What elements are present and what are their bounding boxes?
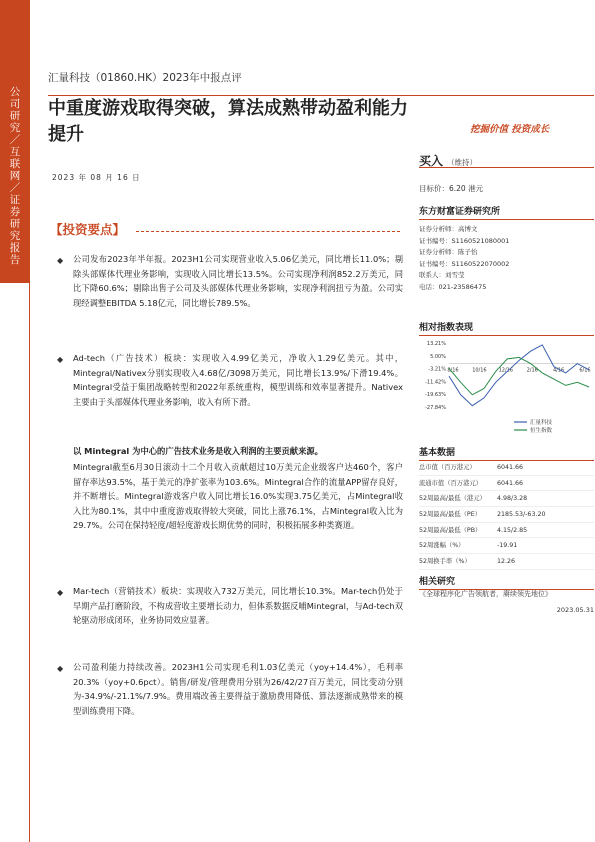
legend-label: 汇量科技	[530, 420, 553, 426]
related-title[interactable]: 《全球程序化广告领航者，赓续领先地位》	[419, 590, 552, 598]
paragraph-profitability: 公司盈利能力持续改善。2023H1公司实现毛利1.03亿美元（yoy+14.4%），毛利率20.3%（yoy+0.6pct）。销售/研发/管理费用分别为26/42/27百万美元，同比变动分别为-34.9%/-21.1%/7.9%。费用端改善主要得益于激励费用降低、算法逐渐成熟带来的模型训练费用下降。	[73, 662, 403, 716]
analyst-line: 证书编号：S1160522070002	[419, 259, 510, 268]
x-tick-label: 12/16	[498, 367, 514, 374]
target-price: 目标价：6.20 港元	[419, 184, 484, 193]
chart-svg	[419, 335, 594, 440]
y-tick-label: -19.63%	[425, 392, 446, 399]
y-tick-label: -11.42%	[425, 379, 446, 386]
bullet-diamond-icon: ◆	[57, 355, 64, 364]
heading-dashed-line	[136, 231, 400, 232]
x-tick-label: 4/16	[552, 367, 565, 374]
x-tick-label: 8/16	[447, 367, 459, 374]
metric-row: 流通市值（百万港元） 6041.66	[419, 476, 594, 492]
metric-row: 52周涨幅（%） -19.91	[419, 538, 594, 554]
report-title: 中重度游戏取得突破，算法成熟带动盈利能力提升	[48, 98, 408, 145]
slogan: 挖掘价值 投资成长	[470, 124, 550, 135]
bullet-diamond-icon: ◆	[57, 588, 64, 597]
report-tag: 汇量科技（01860.HK）2023年中报点评	[48, 72, 242, 84]
paragraph-mintegral-heading: 以 Mintegral 为中心的广告技术业务是收入利润的主要贡献来源。	[73, 446, 323, 456]
metrics-table	[419, 460, 594, 570]
y-tick-label: -3.21%	[428, 366, 446, 373]
section-index-performance: 相对指数表现	[419, 320, 594, 336]
rating-label: 买入	[419, 154, 444, 168]
analyst-list	[419, 224, 594, 294]
y-tick-label: -27.84%	[425, 405, 446, 411]
institution-name: 东方财富证券研究所	[419, 204, 594, 220]
report-date: 2023 年 08 月 16 日	[52, 173, 141, 182]
bullet-diamond-icon: ◆	[57, 664, 64, 673]
sidebar-line	[29, 283, 30, 842]
section-basic-data: 基本数据	[419, 445, 594, 461]
sidebar	[0, 0, 30, 842]
metric-row: 52周最高/最低（港元） 4.98/3.28	[419, 491, 594, 507]
x-tick-label: 2/16	[526, 367, 538, 374]
analyst-line: 联系人：刘雪莹	[419, 271, 465, 280]
series-line	[449, 357, 589, 394]
metric-row: 52周换手率（%） 12.26	[419, 554, 594, 570]
metric-row: 52周最高/最低（PE） 2185.53/-63.20	[419, 507, 594, 523]
relative-index-chart	[419, 335, 594, 440]
section-related-research: 相关研究	[419, 574, 594, 590]
x-tick-label: 6/16	[579, 367, 591, 374]
paragraph-adtech: Ad-tech（广告技术）板块：实现收入4.99亿美元，净收入1.29亿美元。其中，Mintegral/Nativex分别实现收入4.68亿/3098万美元，同比增长13.9%/下滑19.4%。Mintegral受益于集团战略转型和2022年系统重构，模型训练和效率显著提升。Nativex主要由于头部媒体代理业务影响，收入有所下滑。	[73, 353, 403, 407]
rating-sub: （维持）	[447, 158, 478, 167]
y-tick-label: 13.21%	[426, 341, 446, 347]
analyst-line: 证书编号：S1160521080001	[419, 236, 510, 245]
related-date: 2023.05.31	[556, 606, 594, 614]
analyst-line: 证券分析师：高博文	[419, 225, 478, 233]
metric-row: 总市值（百万港元） 6041.66	[419, 460, 594, 476]
analyst-line: 电话：021-23586475	[419, 282, 487, 291]
analyst-line: 证券分析师：陈子怡	[419, 248, 478, 257]
x-tick-label: 10/16	[472, 367, 487, 374]
paragraph-summary: 公司发布2023年半年报。2023H1公司实现营业收入5.06亿美元，同比增长11.0%；剔除头部媒体代理业务影响，实现收入同比增长13.5%。公司实现净利润852.2万美元，同比下降60.6%；剔除出售子公司及头部媒体代理业务影响，实现净利润扭亏为盈。公司实现经调整EBITDA 5.18亿元，同比增长789.5%。	[73, 254, 403, 308]
rating-block	[419, 150, 594, 168]
related-research	[419, 588, 594, 614]
bullet-diamond-icon: ◆	[57, 256, 64, 265]
paragraph-mintegral: Mintegral截至6月30日滚动十二个月收入贡献超过10万美元企业级客户达460个，客户留存率达93.5%，基于美元的净扩张率为103.6%。Mintegral合作的流量APP留存良好，并不断增长。Mintegral游戏客户收入同比增长16.0%实现3.75亿美元，占Mintegral收入比为80.1%，其中中重度游戏取得较大突破，同比上涨76.1%，占Mintegral收入比为29.7%。公司在保持轻度/超轻度游戏长期优势的同时，积极拓展多种类赛道。	[73, 462, 403, 530]
paragraph-martech: Mar-tech（营销技术）板块：实现收入732万美元，同比增长10.3%。Mar-tech仍处于早期产品打磨阶段，不构成营收主要增长动力，但体系数据反哺Mintegral，与Ad-tech双轮驱动形成闭环，业务协同效应显著。	[73, 586, 403, 625]
sidebar-label: 公 司 研 究 ／ 互 联 网 ／ 证 券 研 究 报 告	[9, 86, 21, 266]
series-line	[449, 345, 589, 406]
y-tick-label: 5.00%	[430, 353, 446, 360]
legend-label: 恒生指数	[530, 428, 553, 434]
metric-row: 52周最高/最低（PB） 4.15/2.85	[419, 523, 594, 539]
key-points-heading: 【投资要点】	[50, 220, 400, 242]
